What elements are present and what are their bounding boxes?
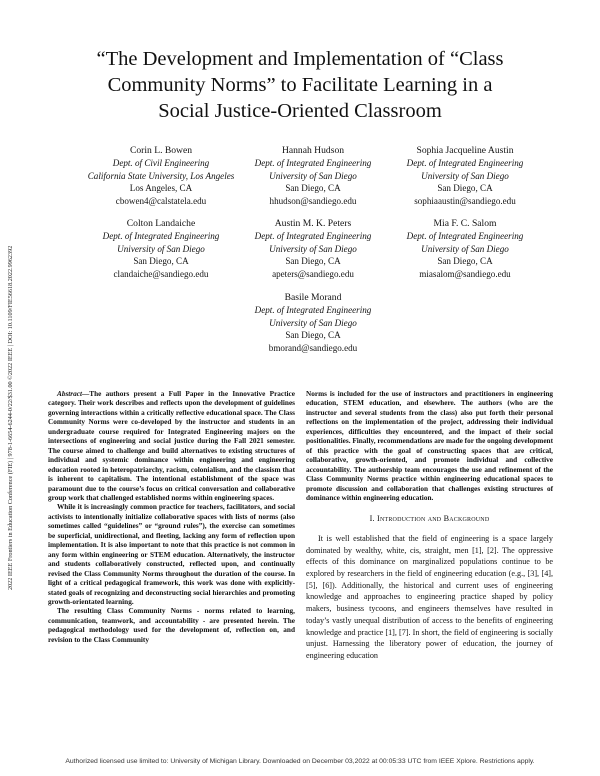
abstract-column — [48, 390, 295, 645]
section-heading: I. Introduction and Background — [369, 514, 490, 524]
author-city: Los Angeles, CA — [129, 183, 193, 194]
author-univ: University of San Diego — [421, 243, 509, 254]
author-city: San Diego, CA — [437, 256, 493, 267]
author-email: sophiaaustin@sandiego.edu — [414, 195, 516, 206]
author-name: Colton Landaiche — [126, 218, 196, 229]
abstract-paragraph: The resulting Class Community Norms - norms related to learning, communication, teamwork, and accountability - are presented herein. The pedagogical methodology used for the development of, reflection on, and revision to the Class Community — [48, 607, 295, 644]
author-univ: California State University, Los Angeles — [87, 170, 235, 181]
doi-sidebar-text: 2022 IEEE Frontiers in Education Conference (FIE) | 978-1-6654-6244-0/22/$31.00 ©2022 IEEE | DOI: 10.1109/FIE56618.2022.9962392 — [7, 245, 14, 590]
author-name: Corin L. Bowen — [129, 145, 193, 156]
author-univ: University of San Diego — [421, 170, 509, 181]
license-footer: Authorized licensed use limited to: University of Michigan Library. Downloaded on December 03,2022 at 00:05:33 UTC from IEEE Xplore. Restrictions apply. — [65, 758, 535, 765]
abstract-paragraph: Abstract—The authors present a Full Paper in the Innovative Practice category. Their work describes and reflects upon the development of guidelines governing interactions within a critically reflective educational space. The Class Community Norms were co-developed by the instructor and students in an undergraduate course required for Integrated Engineering majors on the intersections of engineering and social justice during the Fall 2021 semester. The course aimed to challenge and build alternatives to existing structures of individual and systemic dominance within engineering and engineering education rooted in heteropatriarchy, racism, colonialism, and the classism that is inherent to capitalism. The intentional establishment of the space was paramount due to the course’s focus on critical conversation and collaborative group work that challenged established norms within engineering spaces. — [48, 390, 295, 502]
abstract-paragraph: While it is increasingly common practice for teachers, facilitators, and social activists to intentionally initialize collaborative spaces with lists of norms (also sometimes called “guidelines” or “ground rules”), the exercise can sometimes be superficial, unidirectional, and fleeting, lacking any form of reflection upon implementation. It is also important to note that this practice is not common in any form within engineering or STEM education. Alternatively, the instructor and students collaboratively constructed, reflected upon, and continually revised the Class Community Norms throughout the duration of the course. In light of a critical pedagogical framework, this work was done with explicitly-stated goals of recognizing and deconstructing social hierarchies and promoting growth-orientated learning. — [48, 503, 295, 606]
author-email: miasalom@sandiego.edu — [419, 268, 511, 279]
author-block — [370, 218, 560, 280]
author-email: clandaiche@sandiego.edu — [113, 268, 209, 279]
author-email: bmorand@sandiego.edu — [268, 342, 358, 353]
abstract-paragraph-continued: Norms is included for the use of instructors and practitioners in engineering education, STEM education, and elsewhere. The authors (who are the instructor and several students from the class) also put forth their personal reflections on the implementation of the project, addressing their individual experiences, difficulties they encountered, and the impact of their social positionalities. Finally, recommendations are made for the ongoing development of this practice with the goal of constructing spaces that are critical, collaborative, growth-oriented, and promote individual and collective accountability. The authorship team encourages the use and refinement of the Class Community Norms practice within engineering educational spaces to promote discussion and collaboration that challenges existing structures of dominance within engineering education. — [306, 390, 553, 502]
author-dept: Dept. of Integrated Engineering — [254, 305, 372, 316]
author-dept: Dept. of Integrated Engineering — [406, 231, 524, 242]
body-paragraph: It is well established that the field of engineering is a space largely dominated by wealthy, white, cis, straight, men [1], [2]. The oppressive effects of this dominance on marginalized populations continue to be explored by researchers in the field of engineering education (e.g., [3], [4], [5], [6]). Additionally, the historical and current uses of engineering knowledge and approaches to engineering practice shaped by policy makers, business tycoons, and engineers themselves have resulted in today’s vastly unequal distribution of access to the benefits of engineering knowledge and practice [1], [7]. In short, the field of engineering is socially unjust. Harnessing the liberatory power of education, the journey of engineering education — [306, 533, 553, 660]
author-dept: Dept. of Integrated Engineering — [406, 158, 524, 169]
author-name: Sophia Jacqueline Austin — [416, 145, 514, 156]
author-city: San Diego, CA — [437, 183, 493, 194]
author-email: hhudson@sandiego.edu — [269, 195, 357, 206]
author-name: Hannah Hudson — [281, 145, 345, 156]
paper-title — [40, 46, 560, 124]
author-city: San Diego, CA — [285, 183, 341, 194]
author-dept: Dept. of Integrated Engineering — [254, 158, 372, 169]
author-email: apeters@sandiego.edu — [272, 268, 354, 279]
author-city: San Diego, CA — [285, 256, 341, 267]
title-line-3: Social Justice-Oriented Classroom — [158, 100, 442, 122]
author-univ: University of San Diego — [269, 317, 357, 328]
right-column — [306, 390, 553, 662]
author-dept: Dept. of Civil Engineering — [112, 158, 210, 169]
author-univ: University of San Diego — [269, 243, 357, 254]
title-line-2: Community Norms” to Facilitate Learning in a — [107, 74, 493, 96]
doi-sidebar — [6, 150, 18, 590]
author-email: cbowen4@calstatela.edu — [115, 195, 207, 206]
abstract-label: Abstract — [57, 390, 82, 398]
title-line-1: “The Development and Implementation of “Class — [96, 48, 504, 70]
author-name: Basile Morand — [284, 292, 342, 303]
author-dept: Dept. of Integrated Engineering — [102, 231, 220, 242]
author-name: Austin M. K. Peters — [274, 218, 352, 229]
author-univ: University of San Diego — [117, 243, 205, 254]
author-block — [218, 292, 408, 354]
author-city: San Diego, CA — [285, 330, 341, 341]
author-name: Mia F. C. Salom — [433, 218, 497, 229]
author-block — [370, 145, 560, 207]
author-city: San Diego, CA — [133, 256, 189, 267]
author-univ: University of San Diego — [269, 170, 357, 181]
author-dept: Dept. of Integrated Engineering — [254, 231, 372, 242]
